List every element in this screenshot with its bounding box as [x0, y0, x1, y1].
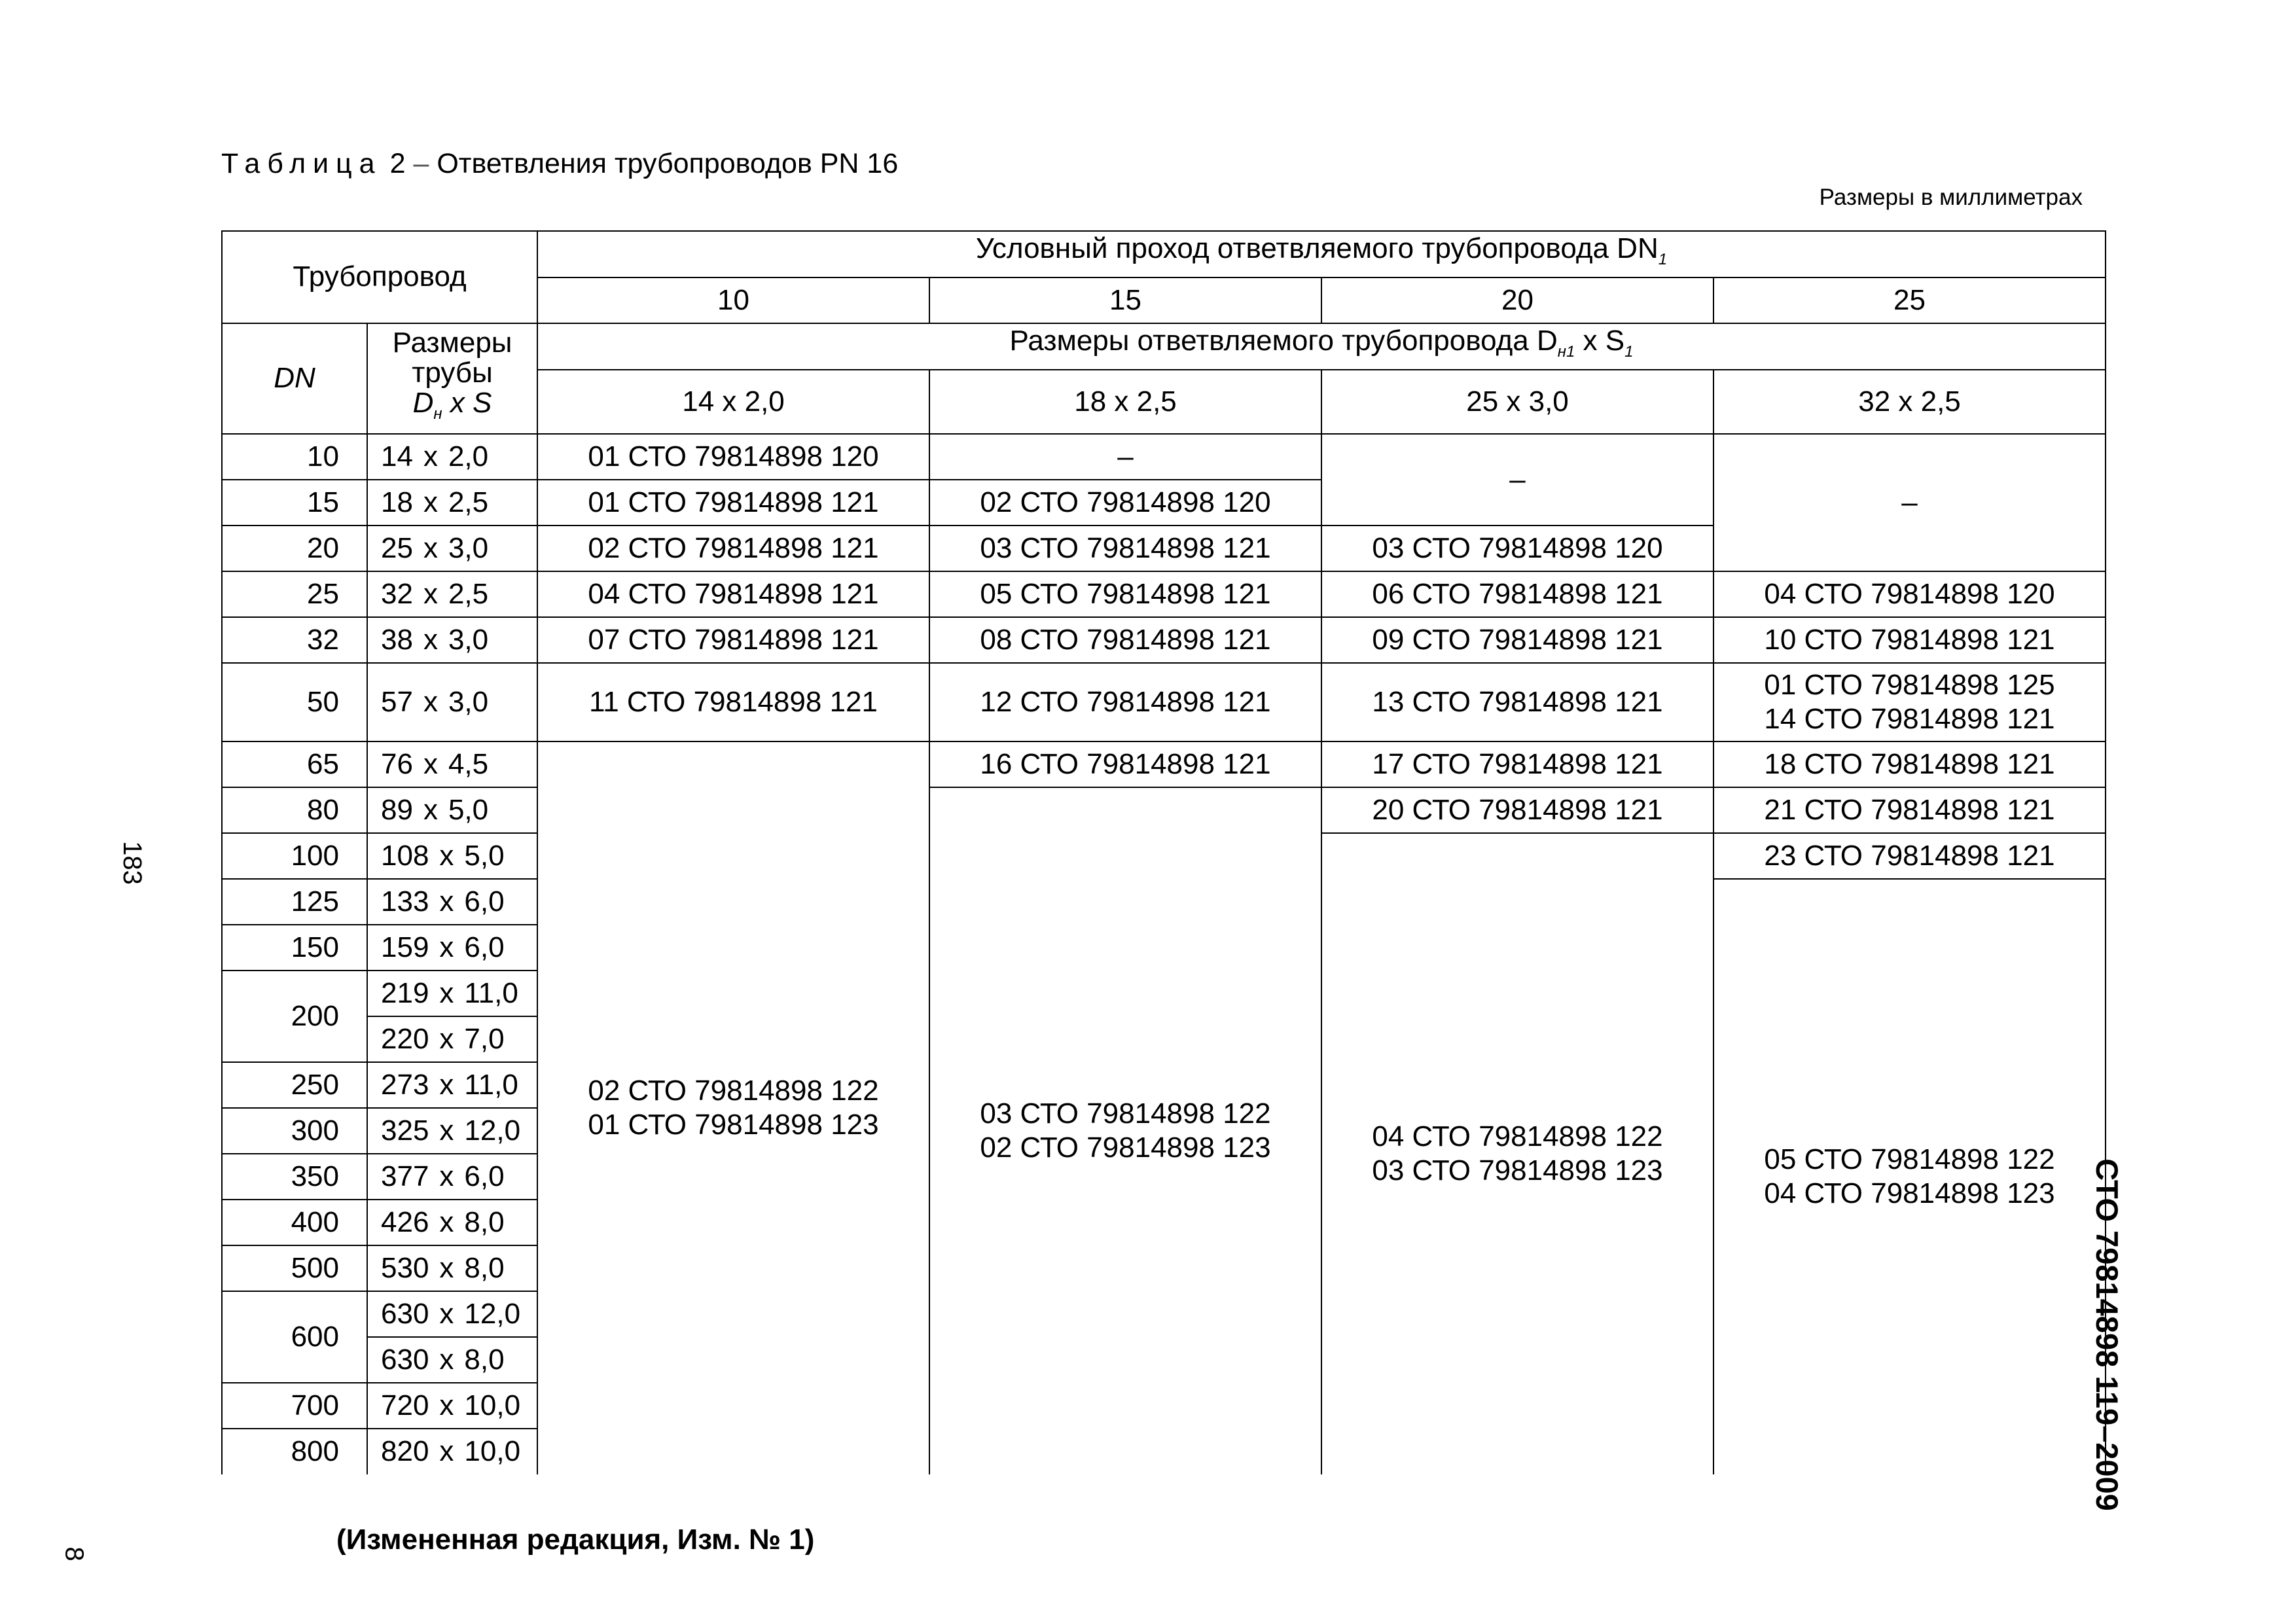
- header-dn-10: 10: [537, 277, 929, 323]
- header-size-25: 32 x 2,5: [1713, 370, 2106, 434]
- cell-code: 01 СТО 79814898 120: [537, 434, 929, 480]
- cell-pipe: 720 x 10,0: [367, 1383, 537, 1429]
- caption-title: Ответвления трубопроводов PN 16: [437, 148, 899, 179]
- cell-dash: –: [1713, 434, 2106, 571]
- cell-code: 20 СТО 79814898 121: [1321, 787, 1713, 833]
- caption-dash: –: [413, 148, 429, 179]
- cell-pipe: 108 x 5,0: [367, 833, 537, 879]
- cell-code: 02 СТО 79814898 121: [537, 526, 929, 571]
- cell-code: 07 СТО 79814898 121: [537, 617, 929, 663]
- cell-dn: 50: [222, 663, 367, 741]
- branches-table: [221, 230, 2106, 1474]
- table-row: [222, 434, 2106, 480]
- cell-code: 03 СТО 79814898 120: [1321, 526, 1713, 571]
- header-dn-15: 15: [929, 277, 1321, 323]
- cell-pipe: 630 x 8,0: [367, 1337, 537, 1383]
- header-size-20: 25 x 3,0: [1321, 370, 1713, 434]
- cell-code: 04 СТО 79814898 122 03 СТО 79814898 123: [1321, 833, 1713, 1474]
- units-note: Размеры в миллиметрах: [1819, 185, 2083, 210]
- cell-code: 04 СТО 79814898 120: [1713, 571, 2106, 617]
- cell-pipe: 57 x 3,0: [367, 663, 537, 741]
- cell-pipe: 219 x 11,0: [367, 971, 537, 1016]
- cell-pipe: 18 x 2,5: [367, 480, 537, 526]
- header-branch-sizes: Размеры ответвляемого трубопровода $D_{н1}$ x $S_1$: [537, 323, 2106, 370]
- cell-dn: 250: [222, 1062, 367, 1108]
- cell-pipe: 426 x 8,0: [367, 1200, 537, 1245]
- cell-dn: 125: [222, 879, 367, 925]
- cell-dn: 32: [222, 617, 367, 663]
- cell-code: 03 СТО 79814898 122 02 СТО 79814898 123: [929, 787, 1321, 1474]
- header-dn-20: 20: [1321, 277, 1713, 323]
- cell-pipe: 14 x 2,0: [367, 434, 537, 480]
- cell-code: 06 СТО 79814898 121: [1321, 571, 1713, 617]
- cell-dn: 500: [222, 1245, 367, 1291]
- cell-code: 03 СТО 79814898 121: [929, 526, 1321, 571]
- cell-pipe: 630 x 12,0: [367, 1291, 537, 1337]
- cell-dn: 300: [222, 1108, 367, 1154]
- cell-dn: 600: [222, 1291, 367, 1383]
- header-pipe-sizes: Размеры трубы $D_н$ x S: [367, 323, 537, 434]
- cell-pipe: 38 x 3,0: [367, 617, 537, 663]
- cell-pipe: 377 x 6,0: [367, 1154, 537, 1200]
- table-row: [222, 617, 2106, 663]
- table-row: [222, 663, 2106, 741]
- cell-dash: –: [1321, 434, 1713, 526]
- cell-code: 17 СТО 79814898 121: [1321, 741, 1713, 787]
- cell-pipe: 530 x 8,0: [367, 1245, 537, 1291]
- cell-dn: 10: [222, 434, 367, 480]
- document-code: СТО 79814898 119–2009: [2089, 1158, 2125, 1511]
- caption-prefix: Таблица: [221, 148, 382, 179]
- caption-number: 2: [389, 148, 406, 179]
- cell-pipe: 325 x 12,0: [367, 1108, 537, 1154]
- cell-code: 23 СТО 79814898 121: [1713, 833, 2106, 879]
- cell-code: 02 СТО 79814898 122 01 СТО 79814898 123: [537, 741, 929, 1474]
- cell-dash: –: [929, 434, 1321, 480]
- cell-code: 16 СТО 79814898 121: [929, 741, 1321, 787]
- cell-dn: 800: [222, 1429, 367, 1474]
- cell-pipe: 220 x 7,0: [367, 1016, 537, 1062]
- cell-dn: 65: [222, 741, 367, 787]
- cell-pipe: 273 x 11,0: [367, 1062, 537, 1108]
- page-number-secondary: 8: [60, 1546, 89, 1561]
- cell-code: 02 СТО 79814898 120: [929, 480, 1321, 526]
- cell-code: 01 СТО 79814898 125 14 СТО 79814898 121: [1713, 663, 2106, 741]
- footnote: (Измененная редакция, Изм. № 1): [336, 1524, 815, 1556]
- header-pipeline: Трубопровод: [222, 231, 537, 323]
- cell-pipe: 25 x 3,0: [367, 526, 537, 571]
- cell-pipe: 820 x 10,0: [367, 1429, 537, 1474]
- cell-code: 21 СТО 79814898 121: [1713, 787, 2106, 833]
- cell-code: 10 СТО 79814898 121: [1713, 617, 2106, 663]
- cell-dn: 200: [222, 971, 367, 1062]
- cell-dn: 15: [222, 480, 367, 526]
- header-dn-25: 25: [1713, 277, 2106, 323]
- table-row: [222, 787, 2106, 833]
- table-row: [222, 571, 2106, 617]
- header-size-10: 14 x 2,0: [537, 370, 929, 434]
- cell-code: 01 СТО 79814898 121: [537, 480, 929, 526]
- cell-code: 13 СТО 79814898 121: [1321, 663, 1713, 741]
- cell-pipe: 76 x 4,5: [367, 741, 537, 787]
- cell-code: 05 СТО 79814898 122 04 СТО 79814898 123: [1713, 879, 2106, 1474]
- cell-code: 11 СТО 79814898 121: [537, 663, 929, 741]
- cell-code: 04 СТО 79814898 121: [537, 571, 929, 617]
- cell-code: 08 СТО 79814898 121: [929, 617, 1321, 663]
- cell-pipe: 89 x 5,0: [367, 787, 537, 833]
- header-branch-dn: Условный проход ответвляемого трубопровода $DN_1$: [537, 231, 2106, 277]
- cell-dn: 100: [222, 833, 367, 879]
- cell-dn: 80: [222, 787, 367, 833]
- page-number: 183: [117, 841, 147, 885]
- cell-code: 12 СТО 79814898 121: [929, 663, 1321, 741]
- cell-dn: 150: [222, 925, 367, 971]
- cell-dn: 25: [222, 571, 367, 617]
- cell-dn: 20: [222, 526, 367, 571]
- header-size-15: 18 x 2,5: [929, 370, 1321, 434]
- cell-pipe: 32 x 2,5: [367, 571, 537, 617]
- cell-code: 09 СТО 79814898 121: [1321, 617, 1713, 663]
- cell-pipe: 159 x 6,0: [367, 925, 537, 971]
- cell-code: 18 СТО 79814898 121: [1713, 741, 2106, 787]
- cell-dn: 350: [222, 1154, 367, 1200]
- header-dn: DN: [222, 323, 367, 434]
- table-caption: [221, 148, 898, 180]
- cell-code: 05 СТО 79814898 121: [929, 571, 1321, 617]
- cell-dn: 400: [222, 1200, 367, 1245]
- cell-dn: 700: [222, 1383, 367, 1429]
- table-row: [222, 741, 2106, 787]
- cell-pipe: 133 x 6,0: [367, 879, 537, 925]
